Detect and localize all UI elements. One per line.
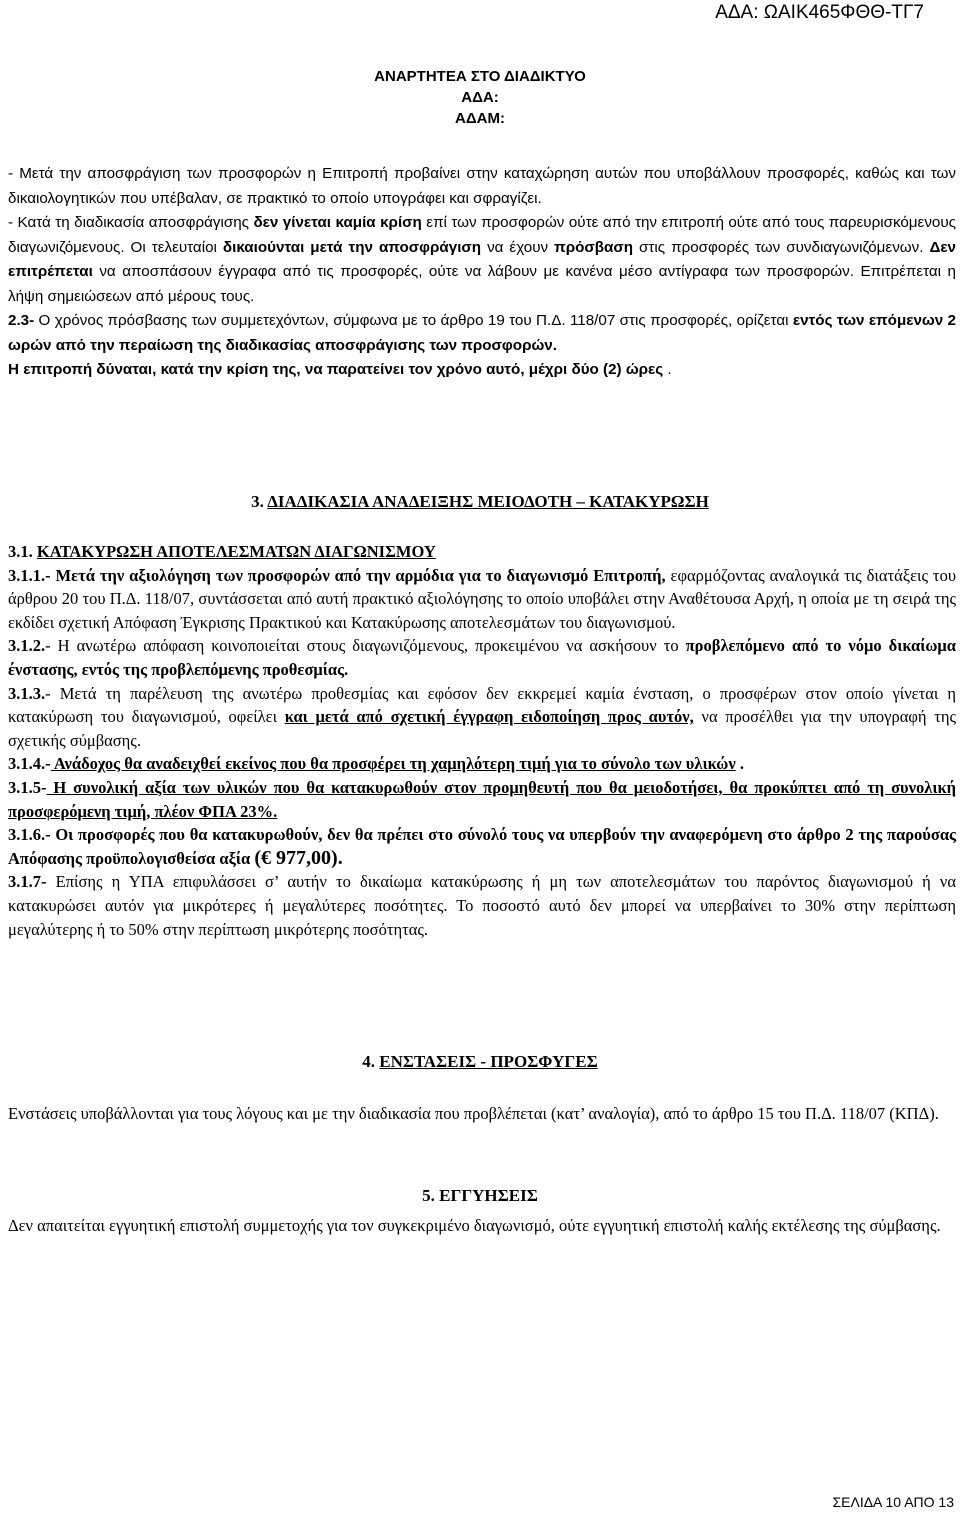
posting-notice-line: ΑΝΑΡΤΗΤΕΑ ΣΤΟ ΔΙΑΔΙΚΤΥΟ <box>374 68 586 85</box>
paragraph-unsealing-record: - Μετά την αποσφράγιση των προσφορών η Επιτροπή προβαίνει στην καταχώρηση αυτών που υποβάλλουν προσφορές, καθώς και των δικαιολογητικών που υπέβαλαν, σε πρακτικό το οποίο υπογράφει και σφραγίζει. <box>8 165 956 207</box>
clause-number: 3.1.7- <box>8 872 47 892</box>
section-2-text <box>8 162 956 383</box>
subsection-3-1-heading <box>8 540 956 564</box>
section-title: ΕΝΣΤΑΣΕΙΣ - ΠΡΟΣΦΥΓΕΣ <box>379 1052 598 1071</box>
paragraph-3-1-1 <box>8 564 956 635</box>
text-run: - Κατά τη διαδικασία αποσφράγισης <box>8 214 254 231</box>
underlined-text: Ανάδοχος θα αναδειχθεί εκείνος που θα προσφέρει τη χαμηλότερη τιμή για το σύνολο των υλικών <box>50 754 736 774</box>
paragraph-3-1-5 <box>8 776 956 823</box>
paragraph-3-1-3 <box>8 682 956 753</box>
bold-text: πρόσβαση <box>554 238 634 256</box>
subsection-title: ΚΑΤΑΚΥΡΩΣΗ ΑΠΟΤΕΛΕΣΜΑΤΩΝ ΔΙΑΓΩΝΙΣΜΟΥ <box>36 542 436 561</box>
bold-text: Οι προσφορές που θα κατακυρωθούν, δεν θα πρέπει στο σύνολό τους να υπερβούν την αναφερόμενη στο άρθρο 2 της παρούσας Απόφασης προϋπολογισθείσα αξία <box>8 825 956 868</box>
text-run: εφαρμόζοντας αναλογικά τις διατάξεις του άρθρου 20 του Π.Δ. 118/07, συντάσσεται από αυτή πρακτικό αξιολόγησης το οποίο υποβάλει στην Αναθέτουσα Αρχή, η οποία με τη σειρά της εκδίδει σχετική Απόφαση Έγκρισης Πρακτικού και Κατακύρωσης αποτελεσμάτων του διαγωνισμού. <box>8 565 956 632</box>
text-run: . <box>735 754 744 774</box>
text-run: . <box>663 361 672 378</box>
ada-label: ΑΔΑ: <box>461 89 499 106</box>
text-run: στις προσφορές των συνδιαγωνιζόμενων. <box>633 238 930 256</box>
underlined-text: Η συνολική αξία των υλικών που θα κατακυρωθούν στον προμηθευτή που θα μειοδοτήσει, θα προκύπτει από τη συνολική προσφερόμενη τιμή, πλέον ΦΠΑ 23%. <box>8 777 956 821</box>
clause-number: 3.1.5- <box>8 777 47 797</box>
bold-text: εντός των επόμενων 2 ωρών από την περαίωση της διαδικασίας αποσφράγισης των προσφορών. <box>8 312 956 354</box>
page-number: ΣΕΛΙΔΑ 10 ΑΠΟ 13 <box>832 1494 954 1510</box>
bold-text: Η επιτροπή δύναται, κατά την κρίση της, να παρατείνει τον χρόνο αυτό, μέχρι δύο (2) ώρες <box>8 361 664 378</box>
clause-number: 3.1.6.- <box>8 825 51 845</box>
section-title: ΔΙΑΔΙΚΑΣΙΑ ΑΝΑΔΕΙΞΗΣ ΜΕΙΟΔΟΤΗ – ΚΑΤΑΚΥΡΩΣΗ <box>267 492 709 511</box>
paragraph-3-1-7 <box>8 870 956 941</box>
budget-amount: (€ 977,00). <box>254 846 343 869</box>
paragraph-objections: Ενστάσεις υποβάλλονται για τους λόγους και με την διαδικασία που προβλέπεται (κατ’ αναλογία), από το άρθρο 15 του Π.Δ. 118/07 (ΚΠΔ). <box>8 1104 939 1123</box>
section-3-text <box>8 540 956 941</box>
subsection-number: 3.1. <box>8 542 33 561</box>
bold-text: δεν γίνεται καμία κρίση <box>253 214 422 231</box>
section-3-heading <box>0 492 960 512</box>
text-run: να προσέλθει για την υπογραφή της σχετικής σύμβασης. <box>8 707 957 750</box>
clause-number: 3.1.2. <box>8 636 46 656</box>
clause-number: 3.1.1. <box>8 565 46 585</box>
bold-text: - Μετά την αξιολόγηση των προσφορών από την αρμόδια για το διαγωνισμό Επιτροπή, <box>45 565 666 585</box>
clause-number: 3.1.3. <box>8 683 46 703</box>
text-run: - Μετά τη παρέλευση της ανωτέρω προθεσμίας και εφόσον δεν εκκρεμεί καμία ένσταση, ο προσφέρων στον οποίο γίνεται η κατακύρωση του διαγωνισμού, οφείλει <box>8 683 956 727</box>
section-number: 4. <box>362 1052 376 1071</box>
bold-text: προβλεπόμενο από το νόμο δικαίωμα ένστασης, εντός της προβλεπόμενης προθεσμίας. <box>8 636 956 679</box>
ada-code: ΑΔΑ: ΩΑΙΚ465ΦΘΘ-ΤΓ7 <box>715 2 924 23</box>
paragraph-unsealing-process <box>8 211 956 309</box>
bold-text: Δεν επιτρέπεται <box>8 238 957 280</box>
text-run: επί των προσφορών ούτε από την επιτροπή ούτε από τους παρευρισκόμενους διαγωνιζόμενους. Οι τελευταίοι <box>8 214 956 256</box>
paragraph-guarantees: Δεν απαιτείται εγγυητική επιστολή συμμετοχής για τον συγκεκριμένο διαγωνισμό, ούτε εγγυητική επιστολή καλής εκτέλεσης της σύμβασης. <box>8 1216 941 1235</box>
underlined-text: και μετά από σχετική έγγραφη ειδοποίηση προς αυτόν, <box>284 707 694 727</box>
posting-notice <box>0 66 960 129</box>
text-run: Ο χρόνος πρόσβασης των συμμετεχόντων, σύμφωνα με το άρθρο 19 του Π.Δ. 118/07 στις προσφορές, ορίζεται <box>34 312 793 329</box>
text-run: να έχουν <box>481 238 555 256</box>
paragraph-3-1-4 <box>8 752 956 776</box>
clause-number: 3.1.4.- <box>8 754 51 774</box>
bold-text: δικαιούνται μετά την αποσφράγιση <box>222 238 482 256</box>
section-5-text <box>8 1214 956 1238</box>
section-4-heading <box>0 1052 960 1072</box>
paragraph-3-1-2 <box>8 634 956 681</box>
clause-number: 2.3- <box>8 312 35 329</box>
paragraph-3-1-6 <box>8 823 956 870</box>
paragraph-2-3 <box>8 309 956 383</box>
text-run: - Η ανωτέρω απόφαση κοινοποιείται στους διαγωνιζόμενους, προκειμένου να ασκήσουν το <box>45 636 686 656</box>
text-run: Επίσης η ΥΠΑ επιφυλάσσει σ’ αυτήν το δικαίωμα κατακύρωσης ή μη των αποτελεσμάτων του παρόντος διαγωνισμού ή να κατακυρώσει αυτόν για μικρότερες ή μεγαλύτερες ποσότητες. Το ποσοστό αυτό δεν μπορεί να υπερβαίνει το 30% στην περίπτωση μεγαλύτερης ή το 50% στην περίπτωση μικρότερης ποσότητας. <box>8 872 956 939</box>
section-number: 3. <box>251 492 264 511</box>
section-5-heading: 5. ΕΓΓΥΗΣΕΙΣ <box>422 1186 538 1205</box>
section-4-text <box>8 1102 956 1126</box>
adam-label: ΑΔΑΜ: <box>455 110 505 127</box>
text-run: να αποσπάσουν έγγραφα από τις προσφορές, ούτε να λάβουν με κανένα μέσο αντίγραφα των προσφορών. Επιτρέπεται η λήψη σημειώσεων από μέρους τους. <box>8 263 956 305</box>
